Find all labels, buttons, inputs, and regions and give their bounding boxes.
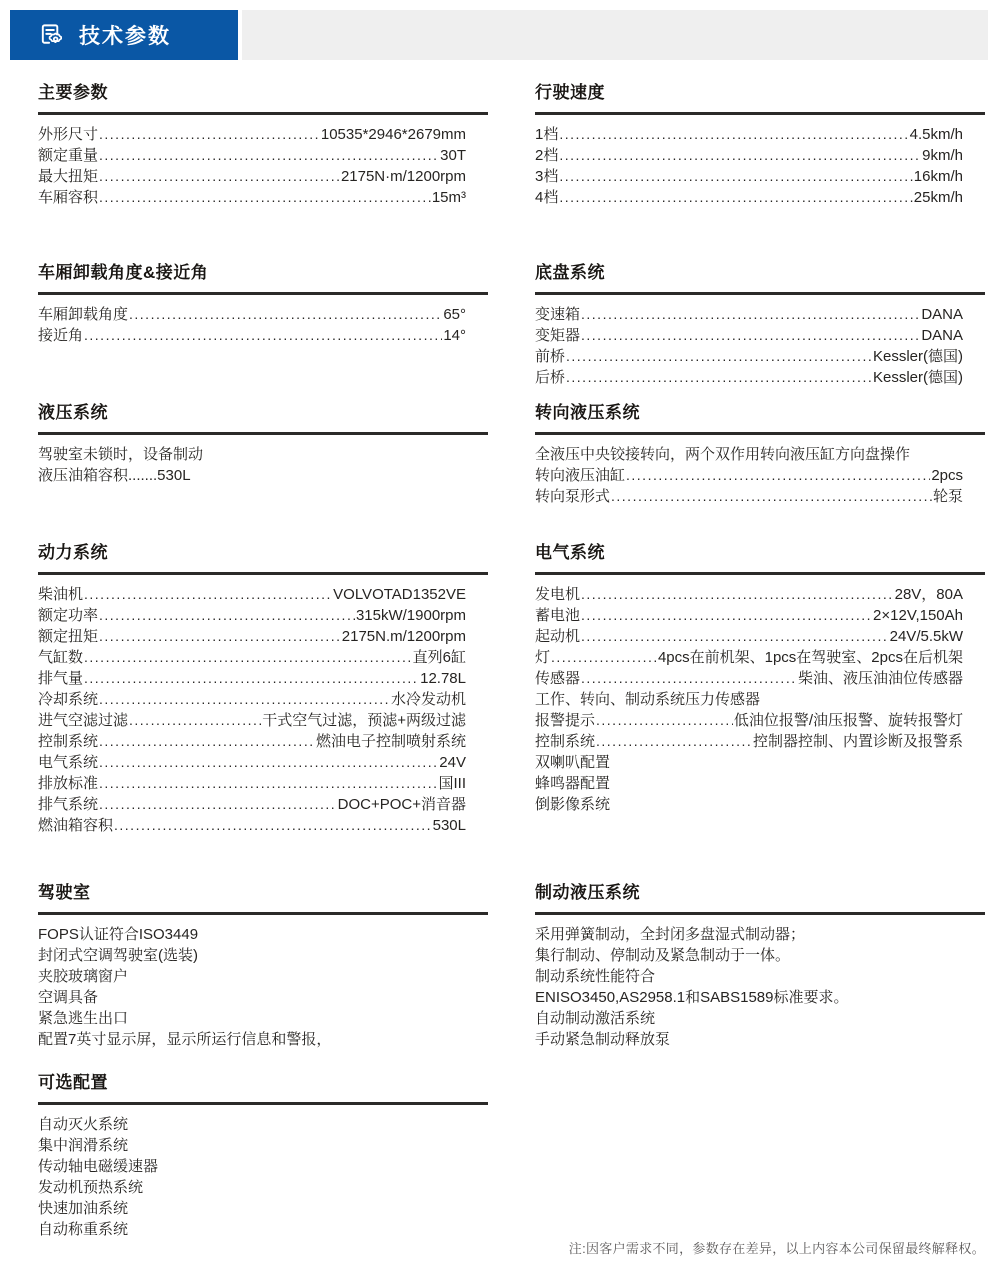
- leader-dots: [559, 124, 908, 145]
- spec-label: 3档: [535, 168, 559, 185]
- left-column: [38, 0, 488, 1288]
- spec-section: [535, 398, 985, 507]
- spec-text-line: 液压油箱容积.......530L: [38, 467, 191, 484]
- spec-value: 低油位报警/油压报警、旋转报警灯: [733, 712, 963, 729]
- spec-row: [535, 584, 985, 605]
- leader-dots: [129, 710, 261, 731]
- spec-row: [38, 584, 488, 605]
- spec-row: [535, 647, 985, 668]
- spec-value: 水冷发动机: [390, 691, 466, 708]
- spec-text-line: 双喇叭配置: [535, 754, 611, 771]
- spec-value: 14°: [443, 327, 466, 344]
- leader-dots: [581, 626, 889, 647]
- leader-dots: [99, 731, 315, 752]
- spec-value: 16km/h: [913, 168, 963, 185]
- spec-value: 2pcs: [931, 467, 963, 484]
- spec-row: [38, 815, 488, 836]
- spec-text-line: 快速加油系统: [38, 1200, 129, 1217]
- spec-value: 530L: [432, 817, 466, 834]
- spec-value: VOLVOTAD1352VE: [333, 586, 466, 603]
- leader-dots: [581, 605, 872, 626]
- spec-value: DANA: [921, 306, 963, 323]
- spec-label: 气缸数: [38, 649, 84, 666]
- spec-text-line: 紧急逃生出口: [38, 1010, 129, 1027]
- spec-label: 转向液压油缸: [535, 467, 626, 484]
- spec-value: 65°: [443, 306, 466, 323]
- leader-dots: [84, 668, 419, 689]
- spec-text-line: 空调具备: [38, 989, 99, 1006]
- leader-dots: [99, 752, 438, 773]
- spec-row: [535, 145, 985, 166]
- spec-value: 柴油、液压油油位传感器: [797, 670, 963, 687]
- spec-section: [535, 878, 985, 1050]
- leader-dots: [581, 325, 920, 346]
- spec-value: 燃油电子控制喷射系统: [315, 733, 466, 750]
- leader-dots: [84, 647, 412, 668]
- leader-dots: [129, 304, 442, 325]
- spec-section: [535, 258, 985, 388]
- spec-label: 额定功率: [38, 607, 99, 624]
- leader-dots: [99, 124, 320, 145]
- spec-row: [38, 647, 488, 668]
- leader-dots: [99, 145, 439, 166]
- spec-value: 控制器控制、内置诊断及报警系: [752, 733, 963, 750]
- spec-label: 控制系统: [535, 733, 596, 750]
- spec-text-line: 自动灭火系统: [38, 1116, 129, 1133]
- spec-label: 最大扭矩: [38, 168, 99, 185]
- spec-text-line: ENISO3450,AS2958.1和SABS1589标准要求。: [535, 989, 849, 1006]
- spec-row: [38, 668, 488, 689]
- spec-text-line: 集行制动、停制动及紧急制动于一体。: [535, 947, 791, 964]
- spec-label: 转向泵形式: [535, 488, 611, 505]
- spec-text-line: 采用弹簧制动，全封闭多盘湿式制动器；: [535, 926, 806, 943]
- leader-dots: [551, 647, 657, 668]
- spec-row: [38, 145, 488, 166]
- spec-row: [38, 731, 488, 752]
- leader-dots: [559, 145, 921, 166]
- spec-value: 25km/h: [913, 189, 963, 206]
- section-heading: 底盘系统: [535, 258, 985, 295]
- spec-value: 直列6缸: [412, 649, 466, 666]
- leader-dots: [99, 794, 337, 815]
- spec-text-line: 发动机预热系统: [38, 1179, 144, 1196]
- section-heading: 行驶速度: [535, 78, 985, 115]
- spec-section: [38, 258, 488, 346]
- spec-label: 报警提示: [535, 712, 596, 729]
- spec-row: [535, 124, 985, 145]
- spec-label: 车厢容积: [38, 189, 99, 206]
- spec-section: [38, 398, 488, 486]
- spec-text-line: 倒影像系统: [535, 796, 611, 813]
- spec-text-line: 手动紧急制动释放泵: [535, 1031, 671, 1048]
- leader-dots: [559, 187, 912, 208]
- section-heading: 制动液压系统: [535, 878, 985, 915]
- spec-row: [535, 605, 985, 626]
- spec-label: 燃油箱容积: [38, 817, 114, 834]
- spec-value: 15m³: [431, 189, 466, 206]
- spec-row: [38, 626, 488, 647]
- spec-label: 排气量: [38, 670, 84, 687]
- spec-text-line: 封闭式空调驾驶室(选装): [38, 947, 198, 964]
- spec-row: [535, 325, 985, 346]
- section-heading: 主要参数: [38, 78, 488, 115]
- spec-value: 24V/5.5kW: [889, 628, 963, 645]
- spec-section: [38, 538, 488, 836]
- spec-label: 进气空滤过滤: [38, 712, 129, 729]
- section-heading: 驾驶室: [38, 878, 488, 915]
- spec-row: [38, 794, 488, 815]
- leader-dots: [99, 773, 437, 794]
- section-heading: 液压系统: [38, 398, 488, 435]
- spec-row: [535, 346, 985, 367]
- spec-row: [535, 731, 985, 752]
- spec-row: [38, 187, 488, 208]
- spec-label: 冷却系统: [38, 691, 99, 708]
- spec-label: 控制系统: [38, 733, 99, 750]
- spec-value: 12.78L: [420, 670, 466, 687]
- leader-dots: [559, 166, 912, 187]
- spec-value: 4pcs在前机架、1pcs在驾驶室、2pcs在后机架: [657, 649, 963, 666]
- leader-dots: [84, 325, 442, 346]
- spec-row: [535, 626, 985, 647]
- spec-text-line: 自动制动激活系统: [535, 1010, 656, 1027]
- spec-text-line: 传动轴电磁缓速器: [38, 1158, 159, 1175]
- spec-row: [38, 605, 488, 626]
- section-heading: 动力系统: [38, 538, 488, 575]
- spec-value: DOC+POC+消音器: [337, 796, 466, 813]
- leader-dots: [99, 605, 355, 626]
- spec-label: 发电机: [535, 586, 581, 603]
- section-heading: 车厢卸载角度&接近角: [38, 258, 488, 295]
- spec-text-line: 蜂鸣器配置: [535, 775, 611, 792]
- spec-section: [38, 878, 488, 1050]
- spec-label: 排放标准: [38, 775, 99, 792]
- spec-value: 28V，80A: [894, 586, 963, 603]
- spec-value: 9km/h: [922, 147, 963, 164]
- spec-text-line: 制动系统性能符合: [535, 968, 656, 985]
- leader-dots: [99, 187, 431, 208]
- spec-row: [38, 124, 488, 145]
- spec-row: [38, 710, 488, 731]
- spec-row: [535, 187, 985, 208]
- spec-label: 2档: [535, 147, 559, 164]
- spec-label: 1档: [535, 126, 559, 143]
- spec-text-line: 夹胶玻璃窗户: [38, 968, 129, 985]
- spec-row: [535, 367, 985, 388]
- leader-dots: [566, 367, 872, 388]
- leader-dots: [626, 465, 930, 486]
- spec-label: 起动机: [535, 628, 581, 645]
- spec-row: [38, 773, 488, 794]
- leader-dots: [611, 486, 932, 507]
- spec-value: 干式空气过滤，预滤+两级过滤: [262, 712, 466, 729]
- spec-value: 315kW/1900rpm: [355, 607, 466, 624]
- spec-label: 灯: [535, 649, 551, 666]
- leader-dots: [581, 584, 894, 605]
- spec-text-line: FOPS认证符合ISO3449: [38, 926, 199, 943]
- spec-value: 4.5km/h: [909, 126, 963, 143]
- spec-section: [535, 78, 985, 208]
- spec-label: 额定重量: [38, 147, 99, 164]
- spec-row: [38, 325, 488, 346]
- section-heading: 电气系统: [535, 538, 985, 575]
- leader-dots: [596, 710, 733, 731]
- spec-value: 30T: [440, 147, 466, 164]
- spec-label: 接近角: [38, 327, 84, 344]
- spec-label: 后桥: [535, 369, 566, 386]
- leader-dots: [99, 166, 340, 187]
- spec-text-line: 自动称重系统: [38, 1221, 129, 1238]
- spec-label: 电气系统: [38, 754, 99, 771]
- spec-label: 额定扭矩: [38, 628, 99, 645]
- spec-row: [38, 689, 488, 710]
- spec-row: [38, 166, 488, 187]
- footer-note: 注:因客户需求不同，参数存在差异，以上内容本公司保留最终解释权。: [568, 1241, 985, 1256]
- right-column: [535, 0, 985, 1288]
- spec-value: 2175N.m/1200rpm: [341, 628, 466, 645]
- spec-label: 蓄电池: [535, 607, 581, 624]
- spec-label: 外形尺寸: [38, 126, 99, 143]
- spec-row: [535, 668, 985, 689]
- spec-row: [535, 465, 985, 486]
- spec-row: [535, 166, 985, 187]
- spec-value: Kessler(德国): [872, 348, 963, 365]
- spec-text-line: 工作、转向、制动系统压力传感器: [535, 691, 761, 708]
- leader-dots: [84, 584, 332, 605]
- spec-value: 24V: [439, 754, 466, 771]
- leader-dots: [581, 668, 797, 689]
- spec-row: [535, 486, 985, 507]
- spec-text-line: 配置7英寸显示屏，显示所运行信息和警报，: [38, 1031, 332, 1048]
- spec-label: 变矩器: [535, 327, 581, 344]
- spec-row: [535, 710, 985, 731]
- section-heading: 转向液压系统: [535, 398, 985, 435]
- leader-dots: [99, 689, 390, 710]
- spec-row: [535, 304, 985, 325]
- spec-section: [38, 78, 488, 208]
- page-title: 技术参数: [79, 25, 171, 48]
- spec-label: 前桥: [535, 348, 566, 365]
- spec-row: [38, 752, 488, 773]
- spec-value: 10535*2946*2679mm: [320, 126, 466, 143]
- spec-label: 柴油机: [38, 586, 84, 603]
- leader-dots: [566, 346, 872, 367]
- leader-dots: [596, 731, 752, 752]
- spec-value: 轮泵: [932, 488, 963, 505]
- spec-text-line: 集中润滑系统: [38, 1137, 129, 1154]
- spec-text-line: 驾驶室未锁时，设备制动: [38, 446, 204, 463]
- spec-label: 变速箱: [535, 306, 581, 323]
- spec-value: DANA: [921, 327, 963, 344]
- leader-dots: [581, 304, 920, 325]
- spec-label: 车厢卸载角度: [38, 306, 129, 323]
- spec-text-line: 全液压中央铰接转向，两个双作用转向液压缸方向盘操作: [535, 446, 911, 463]
- spec-label: 4档: [535, 189, 559, 206]
- spec-row: [38, 304, 488, 325]
- leader-dots: [99, 626, 341, 647]
- section-heading: 可选配置: [38, 1068, 488, 1105]
- spec-label: 传感器: [535, 670, 581, 687]
- spec-value: 国III: [438, 775, 466, 792]
- spec-label: 排气系统: [38, 796, 99, 813]
- spec-value: 2×12V,150Ah: [873, 607, 963, 624]
- spec-section: [38, 1068, 488, 1240]
- spec-value: 2175N·m/1200rpm: [340, 168, 466, 185]
- spec-section: [535, 538, 985, 815]
- leader-dots: [114, 815, 432, 836]
- spec-value: Kessler(德国): [872, 369, 963, 386]
